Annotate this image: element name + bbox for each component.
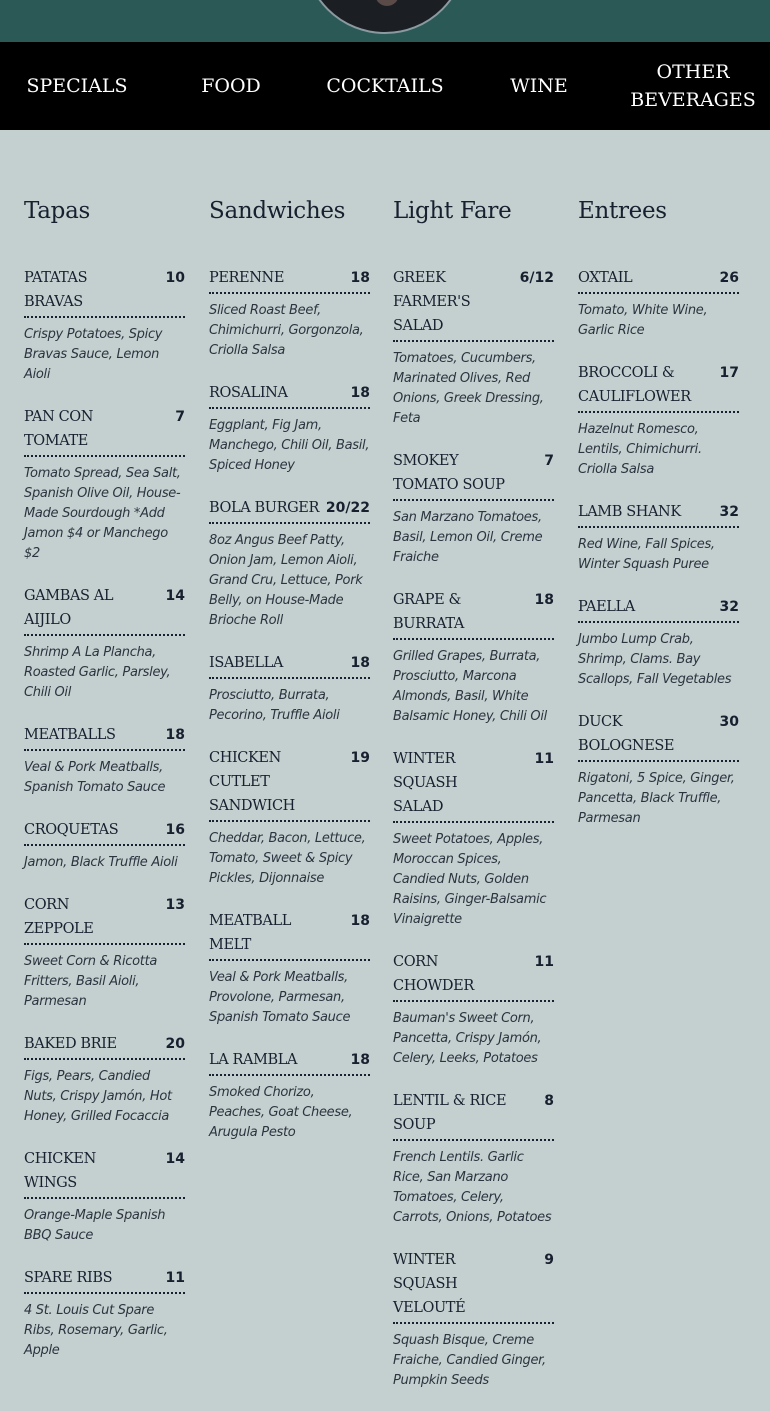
section-title: Sandwiches: [209, 198, 346, 224]
menu-item-header: [24, 1147, 185, 1199]
menu-item-price: 16: [165, 822, 185, 838]
menu-item-name: PERENNE: [209, 270, 285, 286]
main-nav: [0, 42, 770, 130]
menu-item: [209, 381, 370, 476]
menu-item-header: [209, 746, 370, 822]
menu-item-price: 20: [165, 1036, 185, 1052]
menu-item-list: [24, 266, 185, 1361]
menu-item: [24, 893, 185, 1012]
header-banner: [0, 0, 770, 42]
nav-cocktails[interactable]: COCKTAILS: [326, 75, 444, 97]
menu-item-name: CORN ZEPPOLE: [24, 897, 94, 937]
menu-item-description: Veal & Pork Meatballs, Provolone, Parmesan, Spanish Tomato Sauce: [209, 970, 351, 1025]
menu-item-price: 17: [719, 365, 739, 381]
menu-item-description: Bauman's Sweet Corn, Pancetta, Crispy Jamón, Celery, Leeks, Potatoes: [393, 1011, 542, 1066]
menu-item-header: [578, 266, 739, 294]
menu-item-header: [24, 405, 185, 457]
menu-item-header: [393, 950, 554, 1002]
menu-item-name: ISABELLA: [209, 655, 283, 671]
menu-item-price: 14: [165, 588, 185, 604]
menu-item-description: 8oz Angus Beef Patty, Onion Jam, Lemon Aioli, Grand Cru, Lettuce, Pork Belly, on House-Made Brioche Roll: [209, 533, 363, 628]
menu-item-description: Figs, Pears, Candied Nuts, Crispy Jamón, Hot Honey, Grilled Focaccia: [24, 1069, 172, 1124]
menu-item-description: Shrimp A La Plancha, Roasted Garlic, Parsley, Chili Oil: [24, 645, 171, 700]
menu-column-light-fare: [393, 192, 554, 1411]
menu-item-description: Tomato, White Wine, Garlic Rice: [578, 303, 708, 338]
menu-item-description: Cheddar, Bacon, Lettuce, Tomato, Sweet & Spicy Pickles, Dijonnaise: [209, 831, 366, 886]
menu-item-description: French Lentils. Garlic Rice, San Marzano Tomatoes, Celery, Carrots, Onions, Potatoes: [393, 1150, 552, 1225]
section-title: Tapas: [24, 198, 91, 224]
menu-item-header: [578, 595, 739, 623]
menu-item: [24, 723, 185, 798]
menu-item-price: 7: [175, 409, 185, 425]
menu-item-name: MEATBALL MELT: [209, 913, 291, 953]
menu-item-description: Rigatoni, 5 Spice, Ginger, Pancetta, Black Truffle, Parmesan: [578, 771, 735, 826]
menu-item-description: Hazelnut Romesco, Lentils, Chimichurri. Criolla Salsa: [578, 422, 702, 477]
menu-item: [24, 1266, 185, 1361]
menu-item-list: [209, 266, 370, 1143]
menu-item: [209, 496, 370, 631]
menu-item: [24, 266, 185, 385]
menu-item-description: Tomato Spread, Sea Salt, Spanish Olive Oil, House-Made Sourdough *Add Jamon $4 or Manchego $2: [24, 466, 181, 561]
menu-item-header: [24, 818, 185, 846]
menu-item: [209, 266, 370, 361]
menu-item-description: Smoked Chorizo, Peaches, Goat Cheese, Arugula Pesto: [209, 1085, 353, 1140]
menu-item-header: [578, 500, 739, 528]
menu-item-header: [24, 893, 185, 945]
menu-item-name: ROSALINA: [209, 385, 288, 401]
section-title: Light Fare: [393, 198, 512, 224]
menu-item: [24, 1147, 185, 1246]
menu-item-header: [393, 266, 554, 342]
menu-item: [209, 909, 370, 1028]
menu-item-header: [393, 588, 554, 640]
menu-item: [209, 1048, 370, 1143]
menu-item-description: Red Wine, Fall Spices, Winter Squash Puree: [578, 537, 715, 572]
menu-item-name: CROQUETAS: [24, 822, 119, 838]
menu-item-name: SMOKEY TOMATO SOUP: [393, 453, 505, 493]
section-title: Entrees: [578, 198, 667, 224]
menu-item: [209, 651, 370, 726]
menu-item-header: [393, 449, 554, 501]
menu-item-name: BOLA BURGER: [209, 500, 319, 516]
menu-item-price: 32: [719, 599, 739, 615]
menu-item-price: 18: [350, 1052, 370, 1068]
menu-item: [578, 361, 739, 480]
menu-item-name: LENTIL & RICE SOUP: [393, 1093, 507, 1133]
menu-item-price: 7: [544, 453, 554, 469]
menu-column-entrees: [578, 192, 739, 849]
menu-item-description: Jumbo Lump Crab, Shrimp, Clams. Bay Scallops, Fall Vegetables: [578, 632, 732, 687]
menu-item-description: Grilled Grapes, Burrata, Prosciutto, Marcona Almonds, Basil, White Balsamic Honey, Chili Oil: [393, 649, 547, 724]
menu-item-price: 18: [350, 655, 370, 671]
nav-wine[interactable]: WINE: [510, 75, 568, 97]
menu-item-description: Crispy Potatoes, Spicy Bravas Sauce, Lemon Aioli: [24, 327, 163, 382]
menu-item-name: OXTAIL: [578, 270, 633, 286]
menu-item-header: [24, 723, 185, 751]
nav-food[interactable]: FOOD: [201, 75, 261, 97]
menu-item-description: 4 St. Louis Cut Spare Ribs, Rosemary, Garlic, Apple: [24, 1303, 168, 1358]
menu-item-description: Prosciutto, Burrata, Pecorino, Truffle Aioli: [209, 688, 340, 723]
menu-item-header: [24, 1032, 185, 1060]
menu-item: [393, 747, 554, 930]
menu-item: [578, 266, 739, 341]
menu-item-price: 14: [165, 1151, 185, 1167]
menu-item-header: [578, 361, 739, 413]
menu-item-header: [393, 1248, 554, 1324]
menu-item-header: [209, 651, 370, 679]
menu-item-price: 32: [719, 504, 739, 520]
logo-mark-icon: [375, 0, 399, 6]
menu-item: [24, 1032, 185, 1127]
menu-item-description: Squash Bisque, Creme Fraiche, Candied Ginger, Pumpkin Seeds: [393, 1333, 546, 1388]
menu-item: [393, 1248, 554, 1391]
menu-item-name: CORN CHOWDER: [393, 954, 474, 994]
menu-item-price: 11: [534, 751, 554, 767]
menu-item: [393, 449, 554, 568]
menu-item-name: BAKED BRIE: [24, 1036, 117, 1052]
menu-item-header: [209, 1048, 370, 1076]
menu-item-header: [578, 710, 739, 762]
menu-item-price: 18: [350, 270, 370, 286]
menu-item-name: CHICKEN WINGS: [24, 1151, 96, 1191]
menu-item: [209, 746, 370, 889]
menu-item-price: 13: [165, 897, 185, 913]
menu-item-header: [209, 496, 370, 524]
menu-item-price: 19: [350, 750, 370, 766]
menu-item-price: 18: [350, 385, 370, 401]
menu-item: [393, 266, 554, 429]
menu-item-header: [209, 381, 370, 409]
menu-item-price: 8: [544, 1093, 554, 1109]
menu-item-price: 18: [350, 913, 370, 929]
menu-item-price: 6/12: [519, 270, 554, 286]
menu-item-header: [24, 584, 185, 636]
menu-item-price: 18: [165, 727, 185, 743]
menu-item: [578, 710, 739, 829]
menu-item-header: [24, 266, 185, 318]
menu-item-name: GAMBAS AL AIJILO: [24, 588, 114, 628]
menu-item: [24, 818, 185, 873]
menu-item-description: Sweet Potatoes, Apples, Moroccan Spices, Candied Nuts, Golden Raisins, Ginger-Balsamic Vinaigrette: [393, 832, 547, 927]
menu-item-description: Sweet Corn & Ricotta Fritters, Basil Aioli, Parmesan: [24, 954, 158, 1009]
menu-item-name: CHICKEN CUTLET SANDWICH: [209, 750, 295, 814]
menu-item-name: SPARE RIBS: [24, 1270, 113, 1286]
menu-item-name: PAN CON TOMATE: [24, 409, 94, 449]
menu-item: [393, 1089, 554, 1228]
menu-item-price: 18: [534, 592, 554, 608]
menu-item: [393, 950, 554, 1069]
menu-item-price: 11: [534, 954, 554, 970]
menu-item: [393, 588, 554, 727]
menu-item: [578, 500, 739, 575]
menu-item-description: Tomatoes, Cucumbers, Marinated Olives, Red Onions, Greek Dressing, Feta: [393, 351, 544, 426]
menu-item-name: GREEK FARMER'S SALAD: [393, 270, 471, 334]
menu-item: [24, 584, 185, 703]
menu-item-description: Eggplant, Fig Jam, Manchego, Chili Oil, Basil, Spiced Honey: [209, 418, 370, 473]
menu-item-price: 20/22: [325, 500, 370, 516]
menu-item: [24, 405, 185, 564]
menu-item-price: 26: [719, 270, 739, 286]
menu-column-sandwiches: [209, 192, 370, 1163]
menu-item-list: [578, 266, 739, 829]
menu-item-header: [209, 909, 370, 961]
menu-item-name: WINTER SQUASH VELOUTÉ: [393, 1252, 466, 1316]
menu-column-tapas: [24, 192, 185, 1381]
menu-item-price: 9: [544, 1252, 554, 1268]
restaurant-logo[interactable]: [303, 0, 467, 34]
menu-item-name: DUCK BOLOGNESE: [578, 714, 675, 754]
menu-item-header: [393, 747, 554, 823]
menu-item-name: GRAPE & BURRATA: [393, 592, 464, 632]
menu-item-header: [393, 1089, 554, 1141]
menu-item-price: 30: [719, 714, 739, 730]
menu-item-name: MEATBALLS: [24, 727, 116, 743]
menu-item-price: 10: [165, 270, 185, 286]
nav-other-beverages[interactable]: OTHER BEVERAGES: [630, 61, 756, 111]
menu-item-name: PATATAS BRAVAS: [24, 270, 88, 310]
menu-item-name: WINTER SQUASH SALAD: [393, 751, 458, 815]
menu-item-description: Jamon, Black Truffle Aioli: [24, 855, 178, 870]
menu-item-name: BROCCOLI & CAULIFLOWER: [578, 365, 691, 405]
nav-specials[interactable]: SPECIALS: [26, 75, 128, 97]
menu-item-name: LAMB SHANK: [578, 504, 681, 520]
menu-item-description: Veal & Pork Meatballs, Spanish Tomato Sauce: [24, 760, 166, 795]
menu-item-header: [24, 1266, 185, 1294]
menu-item-description: San Marzano Tomatoes, Basil, Lemon Oil, Creme Fraiche: [393, 510, 543, 565]
menu-item-description: Orange-Maple Spanish BBQ Sauce: [24, 1208, 166, 1243]
menu-item-price: 11: [165, 1270, 185, 1286]
menu-item-name: LA RAMBLA: [209, 1052, 298, 1068]
menu-item: [578, 595, 739, 690]
menu-item-list: [393, 266, 554, 1391]
menu-item-name: PAELLA: [578, 599, 635, 615]
menu-item-description: Sliced Roast Beef, Chimichurri, Gorgonzola, Criolla Salsa: [209, 303, 364, 358]
menu-item-header: [209, 266, 370, 294]
